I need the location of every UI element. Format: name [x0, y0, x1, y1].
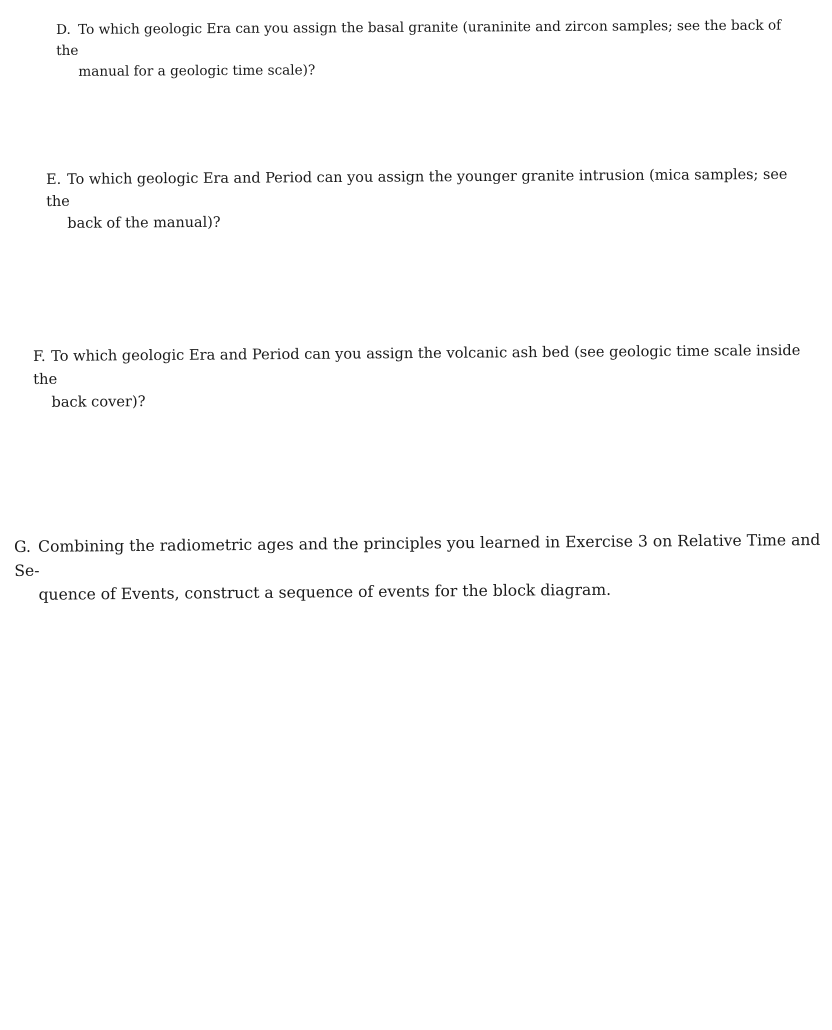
question-d-line-1 — [56, 15, 796, 62]
question-e-text-line-1: To which geologic Era and Period can you assign the younger granite intrusion (mica samples; see the — [46, 166, 788, 210]
question-g-text-line-1: Combining the radiometric ages and the principles you learned in Exercise 3 on Relative Time and Se- — [14, 530, 821, 580]
question-d-text-line-1: To which geologic Era can you assign the basal granite (uraninite and zircon samples; see the back of the — [56, 17, 782, 59]
question-f-letter: F. — [33, 347, 46, 365]
question-d-text-line-2: manual for a geologic time scale)? — [78, 62, 316, 80]
question-e-text-line-2: back of the manual)? — [67, 214, 221, 232]
question-f-text-line-2: back cover)? — [51, 393, 146, 411]
question-e-letter: E. — [46, 171, 62, 188]
question-g-line-1 — [14, 528, 824, 583]
question-f — [33, 339, 819, 414]
question-e-line-1 — [46, 164, 806, 213]
question-g — [14, 528, 825, 607]
question-g-text-line-2: quence of Events, construct a sequence of events for the block diagram. — [38, 580, 612, 604]
question-g-letter: G. — [14, 537, 32, 556]
question-f-text-line-1: To which geologic Era and Period can you assign the volcanic ash bed (see geologic time scale inside the — [33, 341, 801, 388]
question-f-line-1 — [33, 339, 818, 391]
question-d — [56, 15, 796, 83]
question-d-letter: D. — [56, 21, 71, 38]
question-e — [46, 164, 806, 235]
